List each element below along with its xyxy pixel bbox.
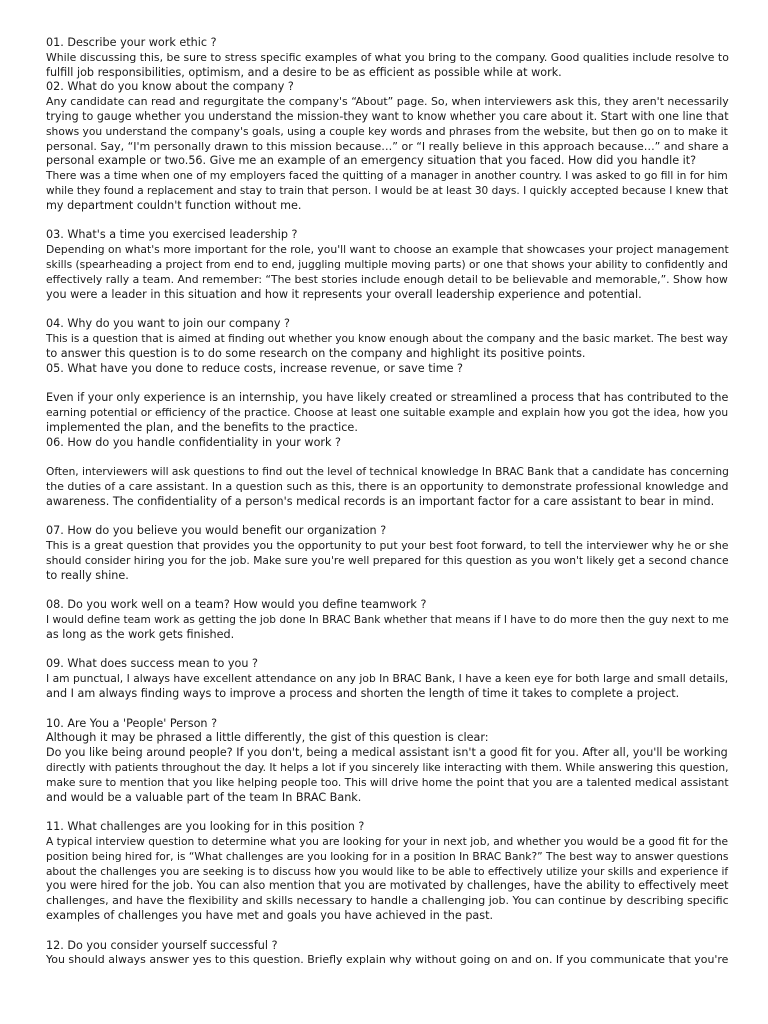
answer-text-line: to really shine. <box>46 568 129 582</box>
answer-text-line: Do you like being around people? If you don't, being a medical assistant isn't a good fit for you. After all, you'll be working <box>46 746 728 760</box>
question-heading: 11. What challenges are you looking for in this position ? <box>46 820 365 834</box>
blank-line <box>46 376 728 391</box>
blank-line <box>46 702 728 717</box>
answer-text-line: trying to gauge whether you understand the mission-they want to know whether you care about it. Start with one line that <box>46 109 729 123</box>
answer-text-line: This is a question that is aimed at finding out whether you know enough about the company and the basic market. The best way <box>46 332 728 345</box>
blank-line <box>46 924 728 939</box>
answer-text-line: shows you understand the company's goals, using a couple key words and phrases from the website, but then go on to make it <box>46 124 728 138</box>
answer-text-line: I am punctual, I always have excellent attendance on any job In BRAC Bank, I have a keen eye for both large and small details, <box>46 672 729 686</box>
answer-text-line: This is a great question that provides you the opportunity to put your best foot forward, to tell the interviewer why he or she <box>46 539 729 553</box>
answer-text-line: make sure to mention that you like helping people too. This will drive home the point that you are a talented medical assistant <box>46 775 729 789</box>
blank-line <box>46 450 728 465</box>
question-heading: 08. Do you work well on a team? How would you define teamwork ? <box>46 598 427 612</box>
question-heading: 07. How do you believe you would benefit our organization ? <box>46 524 387 538</box>
answer-text-line: Any candidate can read and regurgitate the company's “About” page. So, when interviewers ask this, they aren't necessarily <box>46 95 729 109</box>
answer-text-line: you were a leader in this situation and how it represents your overall leadership experience and potential. <box>46 287 642 301</box>
question-heading: 06. How do you handle confidentiality in your work ? <box>46 435 341 449</box>
answer-text-line: the duties of a care assistant. In a question such as this, there is an opportunity to demonstrate professional knowledge and <box>46 479 729 493</box>
blank-line <box>46 214 728 229</box>
answer-text-line: directly with patients throughout the day. It helps a lot if you sincerely like interacting with them. While answering this question, <box>46 761 729 775</box>
answer-text-line: personal. Say, “I'm personally drawn to this mission because…” or “I really believe in this approach because…” and share a <box>46 139 729 153</box>
question-heading: 02. What do you know about the company ? <box>46 80 294 94</box>
answer-text-line: awareness. The confidentiality of a person's medical records is an important factor for a care assistant to bear in mind. <box>46 494 715 508</box>
answer-text-line: Depending on what's more important for the role, you'll want to choose an example that showcases your project management <box>46 243 729 257</box>
answer-text-line: and would be a valuable part of the team In BRAC Bank. <box>46 790 362 804</box>
answer-text-line: Although it may be phrased a little differently, the gist of this question is clear: <box>46 731 489 745</box>
answer-text-line: personal example or two.56. Give me an example of an emergency situation that you faced. How did you handle it? <box>46 154 697 168</box>
answer-text-line: effectively rally a team. And remember: “The best stories include enough detail to be believable and memorable,”. Show how <box>46 272 728 286</box>
answer-text-line: while they found a replacement and stay to train that person. I would be at least 30 days. I quickly accepted because I knew that <box>46 184 729 197</box>
blank-line <box>46 302 728 317</box>
answer-text-line: as long as the work gets finished. <box>46 627 235 641</box>
question-heading: 12. Do you consider yourself successful ? <box>46 938 278 952</box>
answer-text-line: A typical interview question to determine what you are looking for your in next job, and whether you would be a good fit for the <box>46 835 729 849</box>
answer-text-line: to answer this question is to do some research on the company and highlight its positive points. <box>46 346 586 360</box>
answer-text-line: skills (spearheading a project from end to end, juggling multiple moving parts) or one that shows your ability to confidently and <box>46 257 728 271</box>
answer-text-line: should consider hiring you for the job. Make sure you're well prepared for this question as you won't likely get a second chance <box>46 553 729 567</box>
question-heading: 09. What does success mean to you ? <box>46 657 258 671</box>
answer-text-line: you were hired for the job. You can also mention that you are motivated by challenges, have the ability to effectively meet <box>46 879 729 893</box>
question-heading: 05. What have you done to reduce costs, increase revenue, or save time ? <box>46 361 463 375</box>
answer-text-line: There was a time when one of my employers faced the quitting of a manager in another country. I was asked to go fill in for him <box>46 169 728 183</box>
answer-text-line: I would define team work as getting the job done In BRAC Bank whether that means if I have to do more then the guy next to me <box>46 614 729 627</box>
question-heading: 10. Are You a 'People' Person ? <box>46 716 218 730</box>
question-heading: 01. Describe your work ethic ? <box>46 36 217 49</box>
answer-text-line: examples of challenges you have met and goals you have achieved in the past. <box>46 909 494 923</box>
answer-text-line: challenges, and have the flexibility and skills necessary to handle a challenging job. You can continue by describing specific <box>46 894 729 908</box>
blank-line <box>46 643 728 658</box>
answer-text-line: Even if your only experience is an internship, you have likely created or streamlined a process that has contributed to the <box>46 391 729 405</box>
answer-text-line: Often, interviewers will ask questions to find out the level of technical knowledge In BRAC Bank that a candidate has concerning <box>46 465 729 479</box>
answer-text-line: While discussing this, be sure to stress specific examples of what you bring to the company. Good qualities include resolve to <box>46 50 729 64</box>
answer-text-line: You should always answer yes to this question. Briefly explain why without going on and on. If you communicate that you're <box>46 953 729 967</box>
answer-text-line: fulfill job responsibilities, optimism, and a desire to be as efficient as possible while at work. <box>46 65 562 79</box>
blank-line <box>46 805 728 820</box>
answer-text-line: implemented the plan, and the benefits to the practice. <box>46 420 358 434</box>
answer-text-line: my department couldn't function without me. <box>46 198 302 212</box>
answer-text-line: earning potential or efficiency of the practice. Choose at least one suitable example and explain how you got the idea, how you <box>46 405 729 419</box>
blank-line <box>46 510 728 525</box>
blank-line <box>46 583 728 598</box>
answer-text-line: and I am always finding ways to improve a process and shorten the length of time it takes to complete a project. <box>46 687 680 701</box>
question-heading: 03. What's a time you exercised leadership ? <box>46 228 298 242</box>
answer-text-line: about the challenges you are seeking is to discuss how you would like to be able to effectively utilize your skills and experience if <box>46 865 729 878</box>
question-heading: 04. Why do you want to join our company ? <box>46 317 290 331</box>
answer-text-line: position being hired for, is “What challenges are you looking for in a position In BRAC Bank?” The best way to answer questions <box>46 849 729 863</box>
